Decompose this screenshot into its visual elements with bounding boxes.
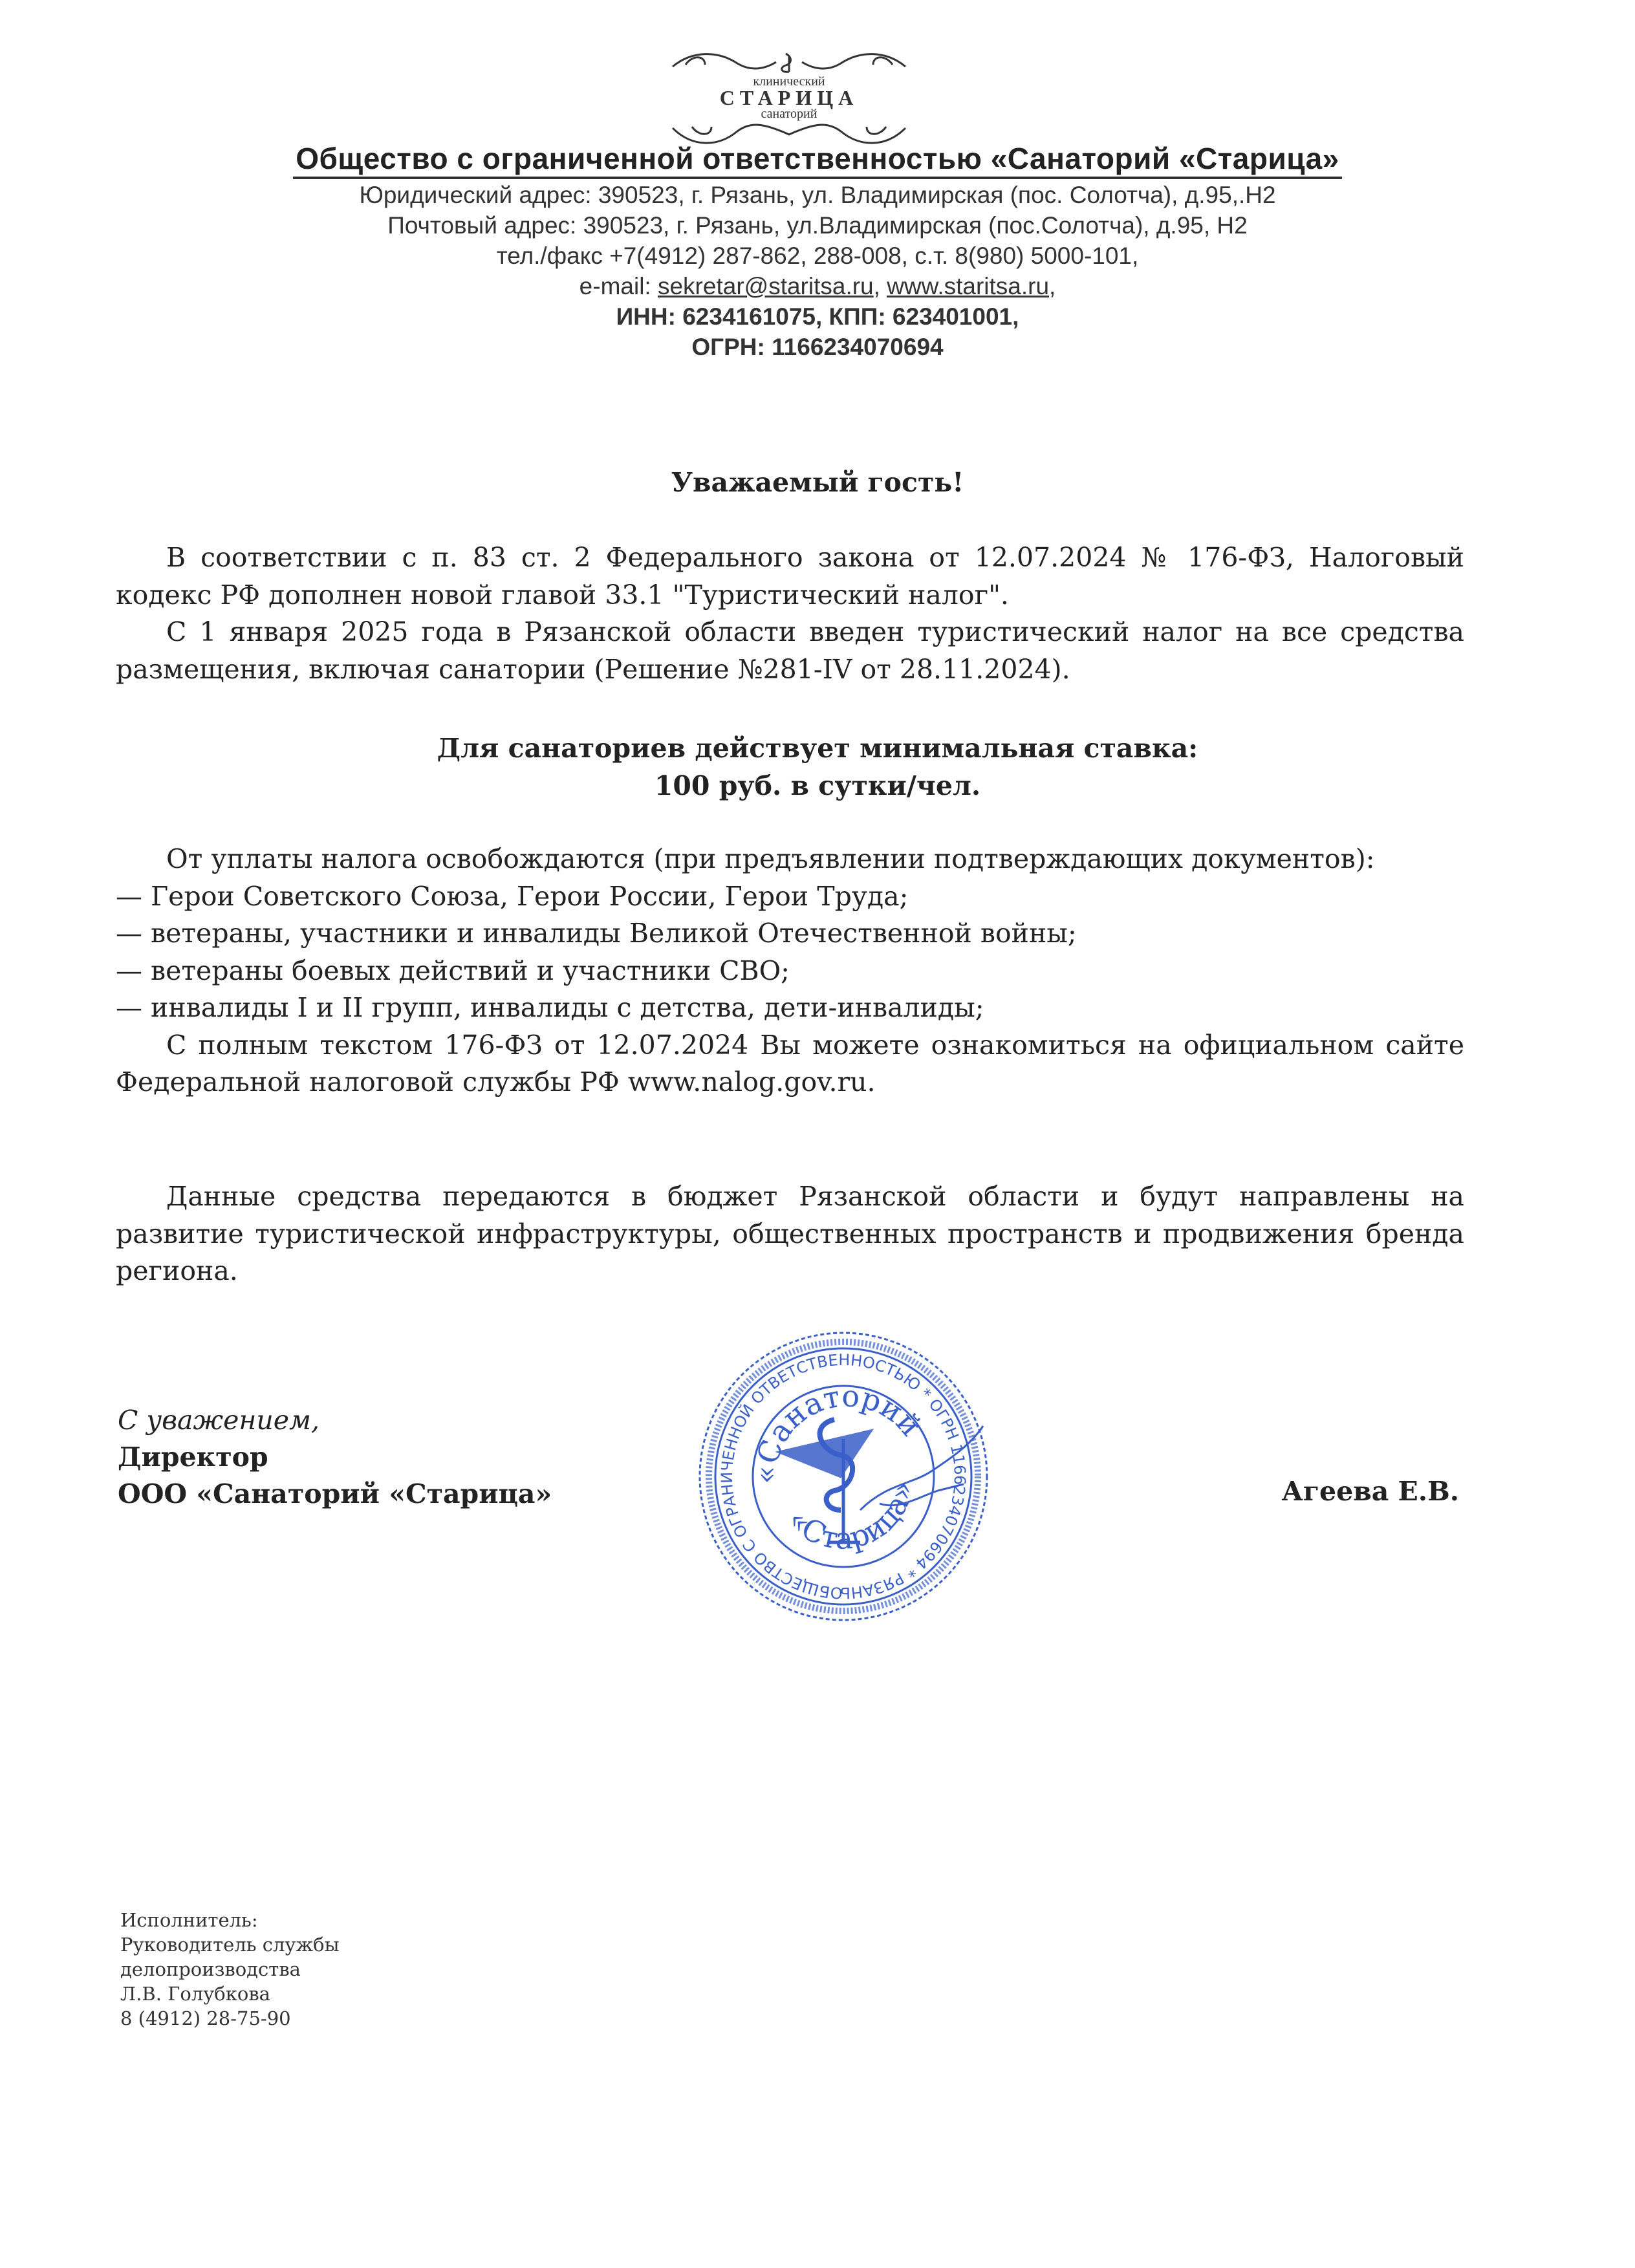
company-contacts <box>0 180 1635 362</box>
rate-heading: Для санаториев действует минимальная ставка: <box>437 733 1198 764</box>
ogrn: ОГРН: 1166234070694 <box>691 334 944 360</box>
svg-text:СТАРИЦА: СТАРИЦА <box>719 86 859 109</box>
executor-block <box>120 1908 340 2031</box>
email-link[interactable]: sekretar@staritsa.ru <box>657 273 874 299</box>
rate-value: 100 руб. в сутки/чел. <box>654 770 981 801</box>
full-text-note: С полным текстом 176-ФЗ от 12.07.2024 Вы можете ознакомиться на официальном сайте Федеральной налоговой службы РФ www.nalog.gov.ru. <box>116 1029 1464 1097</box>
closing: С уважением, <box>118 1405 320 1436</box>
website-link[interactable]: www.staritsa.ru <box>887 273 1050 299</box>
rate-block <box>0 729 1635 805</box>
exemptions-section <box>116 841 1464 1101</box>
svg-text:клинический: клинический <box>753 74 825 89</box>
intro-paragraph-2: С 1 января 2025 года в Рязанской области введен туристический налог на все средства размещения, включая санатории (Решение №281-IV от 28.11.2024). <box>116 616 1464 685</box>
intro-section <box>116 539 1464 688</box>
company-name-text: Общество с ограниченной ответственностью «Санаторий «Старица» <box>293 142 1342 179</box>
signer-organization: ООО «Санаторий «Старица» <box>118 1478 552 1509</box>
exemption-item: — Герои Советского Союза, Герои России, Герои Труда; <box>116 880 909 912</box>
svg-text:«Старица»: «Старица» <box>781 1478 921 1556</box>
svg-text:ОБЩЕСТВО С ОГРАНИЧЕННОЙ ОТВЕТС: ОБЩЕСТВО С ОГРАНИЧЕННОЙ ОТВЕТСТВЕННОСТЬЮ * ОГРН 1166234070694 * РЯЗАНЬ <box>717 1350 969 1603</box>
signer-name: Агеева Е.В. <box>1281 1476 1459 1507</box>
executor-label: Исполнитель: <box>120 1909 258 1931</box>
greeting: Уважаемый гость! <box>671 467 964 498</box>
logo-ornament-icon <box>647 50 931 147</box>
company-stamp <box>686 1323 1048 1633</box>
email-label: e-mail: <box>579 273 651 299</box>
inn-kpp: ИНН: 6234161075, КПП: 623401001, <box>616 303 1019 330</box>
executor-position-cont: делопроизводства <box>120 1958 301 1980</box>
email-web: e-mail: sekretar@staritsa.ru, www.staritsa.ru, <box>579 273 1056 299</box>
intro-paragraph-1: В соответствии с п. 83 ст. 2 Федерального закона от 12.07.2024 № 176-ФЗ, Налоговый кодекс РФ дополнен новой главой 33.1 "Туристический налог". <box>116 542 1464 610</box>
exemptions-intro: От уплаты налога освобождаются (при предъявлении подтверждающих документов): <box>166 843 1375 874</box>
exemption-item: — ветераны боевых действий и участники СВО; <box>116 955 790 986</box>
signature-block <box>118 1402 552 1513</box>
company-name <box>0 141 1635 176</box>
svg-text:«Санаторий: «Санаторий <box>748 1378 929 1485</box>
sanatorium-logo <box>647 50 931 147</box>
svg-text:санаторий: санаторий <box>761 107 817 121</box>
executor-name: Л.В. Голубкова <box>120 1983 270 2005</box>
signer-position: Директор <box>118 1442 268 1473</box>
budget-note: Данные средства передаются в бюджет Рязанской области и будут направлены на развитие туристической инфраструктуры, общественных пространств и продвижения бренда региона. <box>116 1181 1464 1286</box>
executor-position: Руководитель службы <box>120 1934 340 1956</box>
executor-phone: 8 (4912) 28-75-90 <box>120 2007 291 2029</box>
exemption-item: — ветераны, участники и инвалиды Великой Отечественной войны; <box>116 918 1077 949</box>
legal-address: Юридический адрес: 390523, г. Рязань, ул. Владимирская (пос. Солотча), д.95,.Н2 <box>359 182 1276 208</box>
postal-address: Почтовый адрес: 390523, г. Рязань, ул.Владимирская (пос.Солотча), д.95, Н2 <box>387 212 1248 239</box>
stamp-seal-icon <box>686 1323 1048 1633</box>
phone-fax: тел./факс +7(4912) 287-862, 288-008, с.т. 8(980) 5000-101, <box>496 243 1139 269</box>
budget-section <box>116 1178 1464 1290</box>
exemption-item: — инвалиды I и II групп, инвалиды с детства, дети-инвалиды; <box>116 992 984 1023</box>
